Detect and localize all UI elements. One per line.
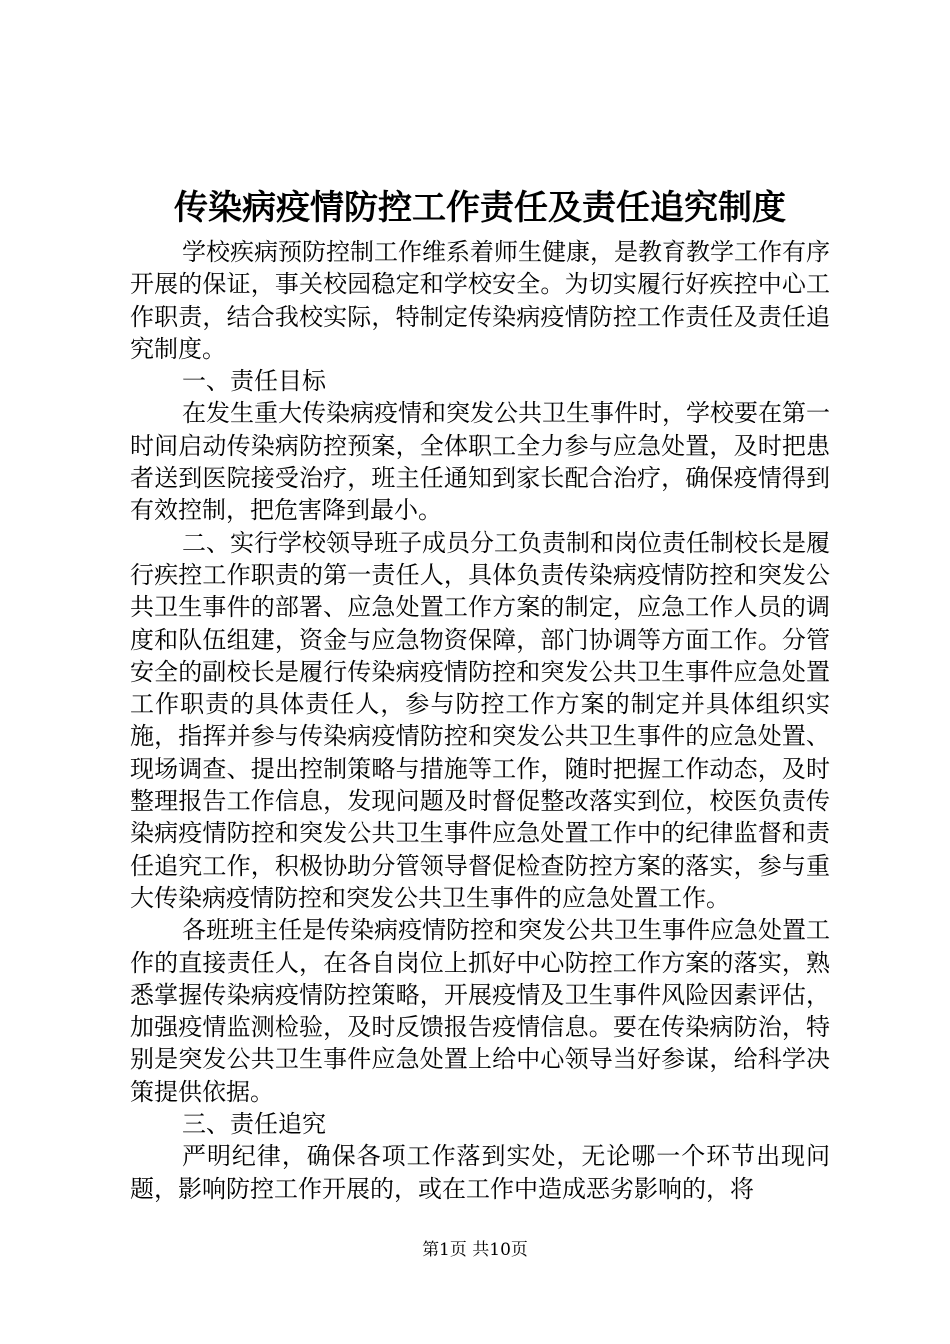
paragraph-class-teachers: 各班班主任是传染病疫情防控和突发公共卫生事件应急处置工作的直接责任人，在各自岗位上抓好中心防控工作方案的落实，熟悉掌握传染病疫情防控策略，开展疫情及卫生事件风险因素评估，加强疫情监测检验，及时反馈报告疫情信息。要在传染病防治，特别是突发公共卫生事件应急处置上给中心领导当好参谋，给科学决策提供依据。 [130,916,830,1106]
section-heading-goals: 一、责任目标 [182,367,326,396]
paragraph-responsibility-system: 二、实行学校领导班子成员分工负责制和岗位责任制校长是履行疾控工作职责的第一责任人，具体负责传染病疫情防控和突发公共卫生事件的部署、应急处置工作方案的制定，应急工作人员的调度和队伍组建，资金与应急物资保障，部门协调等方面工作。分管安全的副校长是履行传染病疫情防控和突发公共卫生事件应急处置工作职责的具体责任人，参与防控工作方案的制定并具体组织实施，指挥并参与传染病疫情防控和突发公共卫生事件的应急处置、现场调查、提出控制策略与措施等工作，随时把握工作动态，及时整理报告工作信息，发现问题及时督促整改落实到位，校医负责传染病疫情防控和突发公共卫生事件应急处置工作中的纪律监督和责任追究工作，积极协助分管领导督促检查防控方案的落实，参与重大传染病疫情防控和突发公共卫生事件的应急处置工作。 [130,528,830,912]
page-footer: 第1页 共10页 [422,1240,528,1260]
document-body [130,236,830,1205]
paragraph-accountability: 严明纪律，确保各项工作落到实处，无论哪一个环节出现问题，影响防控工作开展的，或在工作中造成恶劣影响的，将 [130,1142,830,1203]
paragraph-intro: 学校疾病预防控制工作维系着师生健康，是教育教学工作有序开展的保证，事关校园稳定和学校安全。为切实履行好疾控中心工作职责，结合我校实际，特制定传染病疫情防控工作责任及责任追究制度。 [130,238,830,363]
section-heading-accountability: 三、责任追究 [182,1110,326,1139]
document-title: 传染病疫情防控工作责任及责任追究制度 [174,188,786,228]
paragraph-goals: 在发生重大传染病疫情和突发公共卫生事件时，学校要在第一时间启动传染病防控预案，全体职工全力参与应急处置，及时把患者送到医院接受治疗，班主任通知到家长配合治疗，确保疫情得到有效控制，把危害降到最小。 [130,399,830,525]
